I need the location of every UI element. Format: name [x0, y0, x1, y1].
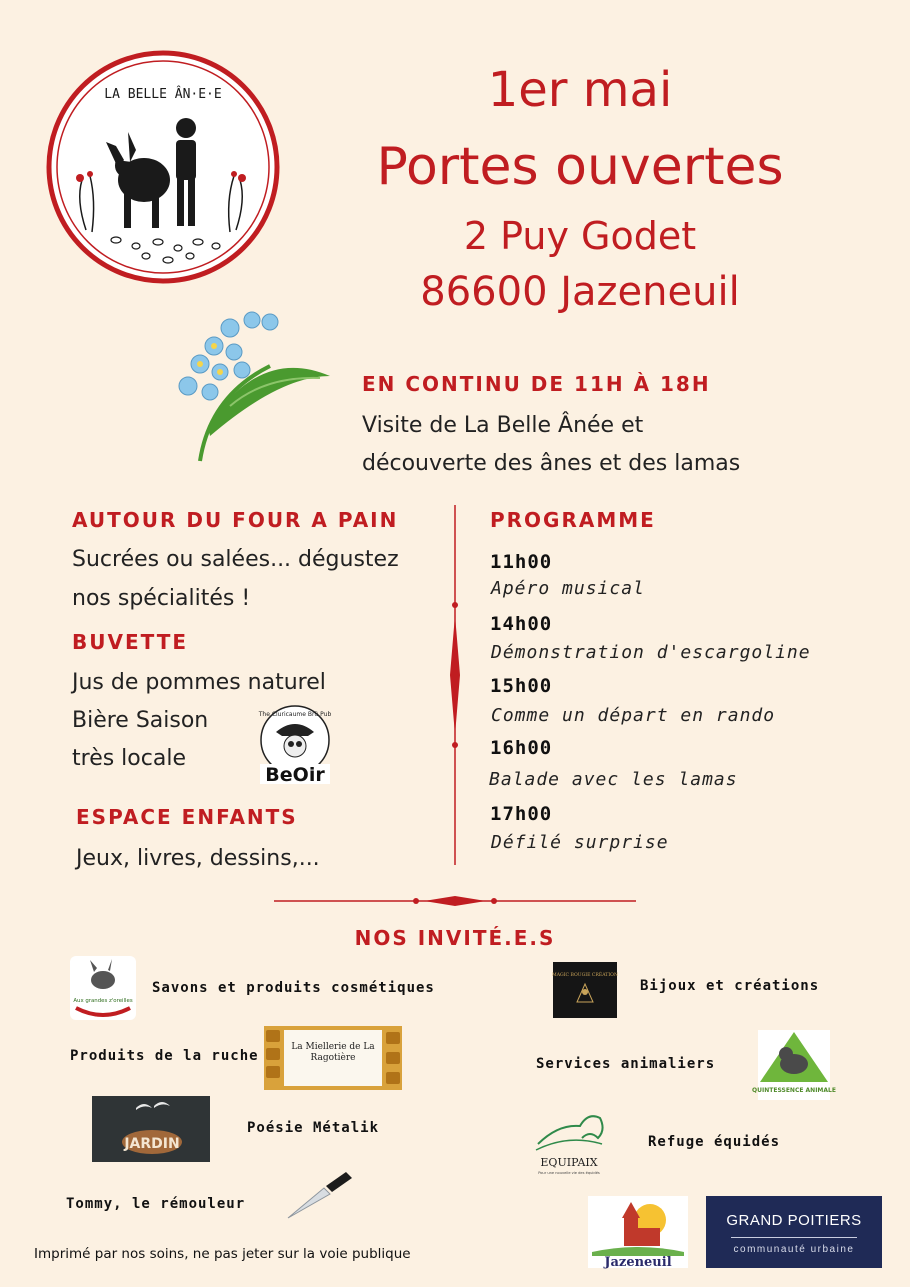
address-street: 2 Puy Godet — [463, 214, 697, 258]
guest-label: Services animaliers — [536, 1056, 716, 1072]
programme-time: 11h00 — [490, 551, 553, 573]
horizontal-divider — [274, 893, 636, 909]
guest-label: Bijoux et créations — [640, 978, 820, 994]
jazeneuil-text: Jazeneuil — [604, 1255, 672, 1270]
grand-poitiers-sub: communauté urbaine — [733, 1244, 855, 1255]
guests-heading: NOS INVITÉ.E.S — [354, 926, 556, 950]
miellerie-logo — [264, 1026, 402, 1090]
belle-anee-logo — [46, 50, 280, 284]
knife-icon — [282, 1168, 354, 1224]
equipaix-logo — [528, 1104, 610, 1176]
guest-label: Refuge équidés — [648, 1134, 781, 1150]
grand-poitiers-title: GRAND POITIERS — [726, 1212, 862, 1229]
programme-time: 16h00 — [490, 737, 553, 759]
programme-activity: Apéro musical — [491, 578, 645, 599]
beoir-name: BeOir — [265, 764, 325, 786]
event-title: Portes ouvertes — [376, 137, 784, 197]
vertical-divider — [446, 505, 464, 865]
logo-text: LA BELLE ÂN·E·E — [104, 87, 222, 102]
miellerie-text: La Miellerie de La Ragotière — [291, 1042, 375, 1063]
magic-bougie-text: MAGIC BOUGIE CRÉATION — [552, 973, 618, 978]
magic-bougie-logo — [553, 962, 617, 1018]
guest-label: Produits de la ruche — [70, 1048, 259, 1064]
hours-line-1: Visite de La Belle Ânée et — [362, 413, 644, 438]
programme-time: 14h00 — [490, 613, 553, 635]
programme-activity: Balade avec les lamas — [489, 769, 738, 790]
four-line-1: Sucrées ou salées... dégustez — [72, 547, 399, 572]
guest-label: Tommy, le rémouleur — [66, 1196, 246, 1212]
quintessence-logo — [752, 1030, 836, 1100]
four-heading: AUTOUR DU FOUR A PAIN — [72, 508, 399, 532]
beoir-arc-text: The Cluricaume Brü Pub — [258, 711, 332, 718]
flower-illustration — [170, 306, 340, 466]
jardin-logo — [92, 1096, 210, 1162]
guest-label: Savons et produits cosmétiques — [152, 980, 435, 996]
quintessence-text: QUINTESSENCE ANIMALE — [752, 1087, 836, 1094]
programme-time: 17h00 — [490, 803, 553, 825]
programme-activity: Démonstration d'escargoline — [491, 642, 811, 663]
enfants-heading: ESPACE ENFANTS — [76, 805, 298, 829]
programme-activity: Comme un départ en rando — [491, 705, 776, 726]
buvette-line-2: Bière Saison — [72, 708, 209, 733]
footer-note: Imprimé par nos soins, ne pas jeter sur la voie publique — [34, 1246, 411, 1262]
equipaix-text: EQUIPAIX — [540, 1156, 598, 1169]
buvette-line-3: très locale — [72, 746, 186, 771]
four-line-2: nos spécialités ! — [72, 586, 251, 611]
programme-heading: PROGRAMME — [490, 508, 656, 532]
jazeneuil-logo — [588, 1196, 688, 1268]
buvette-heading: BUVETTE — [72, 630, 189, 654]
buvette-line-1: Jus de pommes naturel — [72, 670, 326, 695]
enfants-line: Jeux, livres, dessins,... — [76, 846, 320, 871]
hours-heading: EN CONTINU DE 11H À 18H — [362, 372, 711, 396]
hours-line-2: découverte des ânes et des lamas — [362, 451, 741, 476]
grandes-zoreilles-text: Aux grandes z'oreilles — [73, 998, 133, 1004]
programme-activity: Défilé surprise — [491, 832, 669, 853]
grandes-zoreilles-logo — [70, 956, 136, 1020]
equipaix-sub: Pour une nouvelle vie des équidés — [538, 1171, 600, 1175]
event-date: 1er mai — [487, 62, 673, 118]
address-city: 86600 Jazeneuil — [420, 269, 740, 315]
jardin-text: JARDIN — [124, 1136, 180, 1152]
beoir-logo — [256, 702, 334, 786]
programme-time: 15h00 — [490, 675, 553, 697]
guest-label: Poésie Métalik — [247, 1120, 380, 1136]
grand-poitiers-logo — [706, 1196, 882, 1268]
